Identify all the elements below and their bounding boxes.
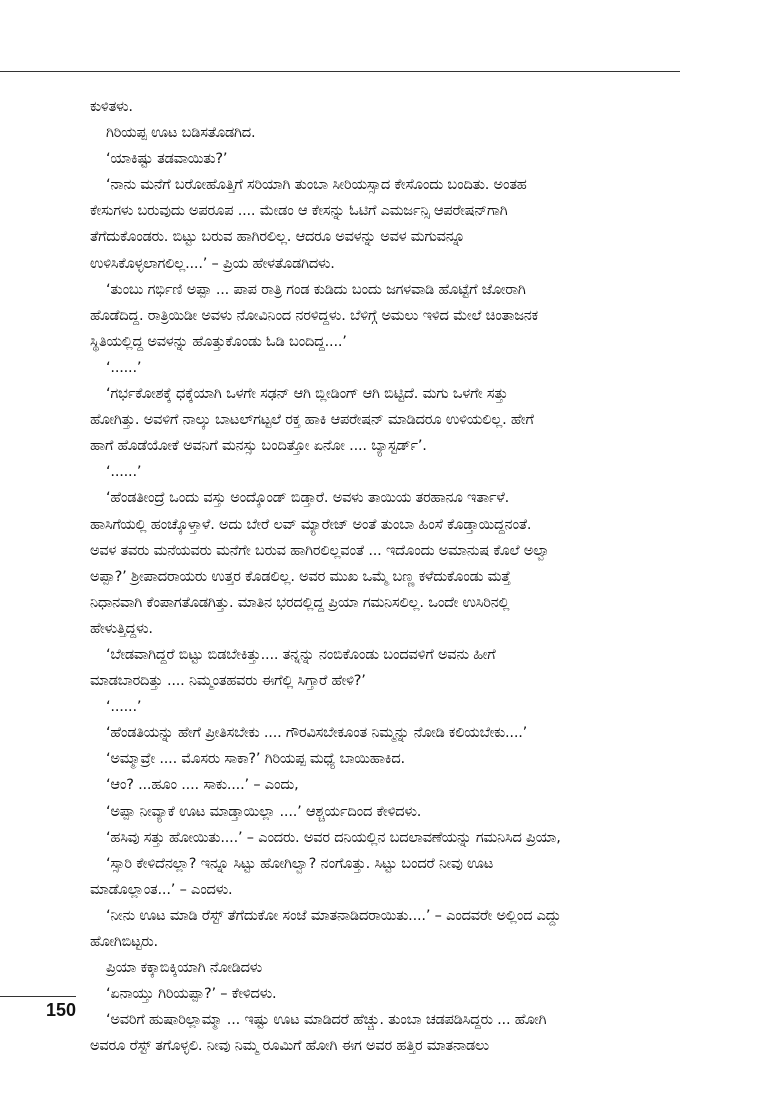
text-line: ‘ಅಮ್ಮಾವ್ರೇ .... ಮೊಸರು ಸಾಕಾ?’ ಗಿರಿಯಪ್ಪ ಮಧ್ಯೆ ಬಾಯಿಹಾಕಿದ.: [106, 751, 405, 768]
text-line: ಅವರೂ ರೆಸ್ಟ್ ತಗೊಳ್ಳಲಿ. ನೀವು ನಿಮ್ಮ ರೂಮಿಗೆ ಹೋಗಿ ಈಗ ಅವರ ಹತ್ತಿರ ಮಾತನಾಡಲು: [90, 1038, 489, 1055]
text-line: ಮಾಡಬಾರದಿತ್ತು .... ನಿಮ್ಮಂತಹವರು ಈಗೆಲ್ಲಿ ಸಿಗ್ತಾರೆ ಹೇಳಿ?’: [90, 673, 366, 690]
text-line: ‘ಸ್ಸಾರಿ ಕೇಳಿದೆನಲ್ಲಾ? ಇನ್ನೂ ಸಿಟ್ಟು ಹೋಗಿಲ್ವಾ? ನಂಗೊತ್ತು. ಸಿಟ್ಟು ಬಂದರೆ ನೀವು ಊಟ: [106, 855, 494, 872]
text-line: ನಿಧಾನವಾಗಿ ಕೆಂಪಾಗತೊಡಗಿತ್ತು. ಮಾತಿನ ಭರದಲ್ಲಿದ್ದ ಪ್ರಿಯಾ ಗಮನಿಸಲಿಲ್ಲ. ಒಂದೇ ಉಸಿರಿನಲ್ಲಿ: [90, 594, 510, 611]
text-line: ‘ಗರ್ಭಕೋಶಕ್ಕೆ ಧಕ್ಕೆಯಾಗಿ ಒಳಗೇ ಸಢನ್ ಆಗಿ ಬ್ಲೀಡಿಂಗ್ ಆಗಿ ಬಿಟ್ಟಿದೆ. ಮಗು ಒಳಗೇ ಸತ್ತು: [106, 386, 508, 403]
text-line: ಉಳಿಸಿಕೊಳ್ಳಲಾಗಲಿಲ್ಲ....’ – ಪ್ರಿಯ ಹೇಳತೊಡಗಿದಳು.: [90, 255, 335, 272]
text-line: ಹೇಳುತ್ತಿದ್ದಳು.: [90, 620, 153, 637]
text-line: ‘ಹಸಿವು ಸತ್ತು ಹೋಯಿತು....’ – ಎಂದರು. ಅವರ ದನಿಯಲ್ಲಿನ ಬದಲಾವಣೆಯನ್ನು ಗಮನಿಸಿದ ಪ್ರಿಯಾ,: [106, 829, 561, 846]
text-line: ‘ಏನಾಯ್ತು ಗಿರಿಯಪ್ಪಾ?’ – ಕೇಳಿದಳು.: [106, 986, 277, 1003]
text-line: ‘ಆಂ? ...ಹೂಂ .... ಸಾಕು....’ – ಎಂದು,: [106, 777, 299, 794]
text-line: ಮಾಡೊಲ್ಲಾಂತ...’ – ಎಂದಳು.: [90, 881, 233, 898]
text-line: ‘ನೀನು ಊಟ ಮಾಡಿ ರೆಸ್ಟ್ ತೆಗೆದುಕೋ ಸಂಜೆ ಮಾತನಾಡಿದರಾಯಿತು....’ – ಎಂದವರೇ ಅಲ್ಲಿಂದ ಎದ್ದು: [106, 907, 561, 924]
page-number: 150: [46, 1000, 77, 1020]
text-line: ಕೇಸುಗಳು ಬರುವುದು ಅಪರೂಪ .... ಮೇಡಂ ಆ ಕೇಸನ್ನು ಓಟಿಗೆ ಎಮರ್ಜನ್ಸಿ ಆಪರೇಷನ್‌ಗಾಗಿ: [90, 203, 508, 220]
text-line: ‘ಹೆಂಡತಿಯನ್ನು ಹೇಗೆ ಪ್ರೀತಿಸಬೇಕು .... ಗೌರವಿಸಬೇಕೂಂತ ನಿಮ್ಮನ್ನು ನೋಡಿ ಕಲಿಯಬೇಕು....’: [106, 725, 528, 742]
text-line: ಅಪ್ಪಾ?’ ಶ್ರೀಪಾದರಾಯರು ಉತ್ತರ ಕೊಡಲಿಲ್ಲ. ಅವರ ಮುಖ ಒಮ್ಮೆ ಬಣ್ಣ ಕಳೆದುಕೊಂಡು ಮತ್ತೆ: [90, 568, 511, 585]
text-line: ‘......’: [106, 464, 142, 481]
text-line: ಕುಳಿತಳು.: [90, 99, 133, 115]
text-line: ‘......’: [106, 359, 142, 376]
text-line: ‘ತುಂಬು ಗರ್ಭಿಣಿ ಅಪ್ಪಾ ... ಪಾಪ ರಾತ್ರಿ ಗಂಡ ಕುಡಿದು ಬಂದು ಜಗಳವಾಡಿ ಹೊಟ್ಟೆಗೆ ಜೋರಾಗಿ: [106, 281, 526, 298]
header-rule: [0, 71, 680, 72]
text-line: ತೆಗೆದುಕೊಂಡರು. ಬಿಟ್ಟು ಬರುವ ಹಾಗಿರಲಿಲ್ಲ. ಆದರೂ ಅವಳನ್ನು ಅವಳ ಮಗುವನ್ನೂ: [90, 229, 465, 246]
text-line: ‘ಹೆಂಡತೀಂದ್ರೆ ಒಂದು ವಸ್ತು ಅಂದ್ಕೊಂಡ್ ಬಿಡ್ತಾರೆ. ಅವಳು ತಾಯಿಯ ತರಹಾನೂ ಇರ್ತಾಳೆ.: [106, 490, 510, 507]
text-line: ಹಾಸಿಗೆಯಲ್ಲಿ ಹಂಚ್ಕೊಳ್ತಾಳೆ. ಅದು ಬೇರೆ ಲವ್ ಮ್ಯಾರೇಜ್ ಅಂತೆ ತುಂಬಾ ಹಿಂಸೆ ಕೊಡ್ತಾಯಿದ್ದನಂತೆ.: [90, 516, 532, 533]
text-line: ‘ಅಪ್ಪಾ ನೀವ್ಯಾಕೆ ಊಟ ಮಾಡ್ತಾಯಿಲ್ಲಾ ....’ ಆಶ್ಚರ್ಯದಿಂದ ಕೇಳಿದಳು.: [106, 803, 422, 820]
text-line: ಹೋಗಿತ್ತು. ಅವಳಿಗೆ ನಾಲ್ಕು ಬಾಟಲ್‌ಗಟ್ಟಲೆ ರಕ್ತ ಹಾಕಿ ಆಪರೇಷನ್ ಮಾಡಿದರೂ ಉಳಿಯಲಿಲ್ಲ. ಹೇಗೆ: [90, 412, 534, 429]
text-line: ‘ಅವರಿಗೆ ಹುಷಾರಿಲ್ಲಾಮ್ಮಾ ... ಇಷ್ಟು ಊಟ ಮಾಡಿದರೆ ಹೆಚ್ಚು. ತುಂಬಾ ಚಡಪಡಿಸಿದ್ದರು ... ಹೋಗಿ: [106, 1012, 547, 1029]
text-line: ‘ಯಾಕಿಷ್ಟು ತಡವಾಯಿತು?’: [106, 151, 228, 168]
text-line: ‘ಬೇಡವಾಗಿದ್ದರೆ ಬಿಟ್ಟು ಬಿಡಬೇಕಿತ್ತು.... ತನ್ನನ್ನು ನಂಬಿಕೊಂಡು ಬಂದವಳಿಗೆ ಅವನು ಹೀಗೆ: [106, 646, 496, 663]
text-line: ಹಾಗೆ ಹೊಡೆಯೋಕೆ ಅವನಿಗೆ ಮನಸ್ಸು ಬಂದಿತ್ತೋ ಏನೋ .... ಬ್ಯಾಸ್ಟರ್ಡ್’.: [90, 438, 427, 455]
text-line: ಹೊಡೆದಿದ್ದ. ರಾತ್ರಿಯಿಡೀ ಅವಳು ನೋವಿನಿಂದ ನರಳಿದ್ದಳು. ಬೆಳಿಗ್ಗೆ ಅಮಲು ಇಳಿದ ಮೇಲೆ ಚಿಂತಾಜನಕ: [90, 307, 538, 324]
text-line: ಗಿರಿಯಪ್ಪ ಊಟ ಬಡಿಸತೊಡಗಿದ.: [106, 125, 256, 142]
text-line: ಸ್ಥಿತಿಯಲ್ಲಿದ್ದ ಅವಳನ್ನು ಹೊತ್ತುಕೊಂಡು ಓಡಿ ಬಂದಿದ್ದ....’: [90, 333, 347, 350]
text-line: ‘ನಾನು ಮನೆಗೆ ಬರೋಹೊತ್ತಿಗೆ ಸರಿಯಾಗಿ ತುಂಬಾ ಸೀರಿಯಸ್ಸಾದ ಕೇಸೊಂದು ಬಂದಿತು. ಅಂತಹ: [106, 177, 527, 194]
text-body: [90, 94, 680, 1059]
text-line: ಅವಳ ತವರು ಮನೆಯವರು ಮನೆಗೇ ಬರುವ ಹಾಗಿರಲಿಲ್ಲವಂತೆ ... ಇದೊಂದು ಅಮಾನುಷ ಕೊಲೆ ಅಲ್ವಾ: [90, 542, 550, 559]
text-line: ಪ್ರಿಯಾ ಕಕ್ಕಾಬಿಕ್ಕಿಯಾಗಿ ನೋಡಿದಳು: [106, 960, 263, 977]
footer-rule: [0, 996, 76, 997]
text-line: ಹೋಗಿಬಿಟ್ಟರು.: [90, 934, 158, 950]
text-line: ‘......’: [106, 699, 142, 716]
